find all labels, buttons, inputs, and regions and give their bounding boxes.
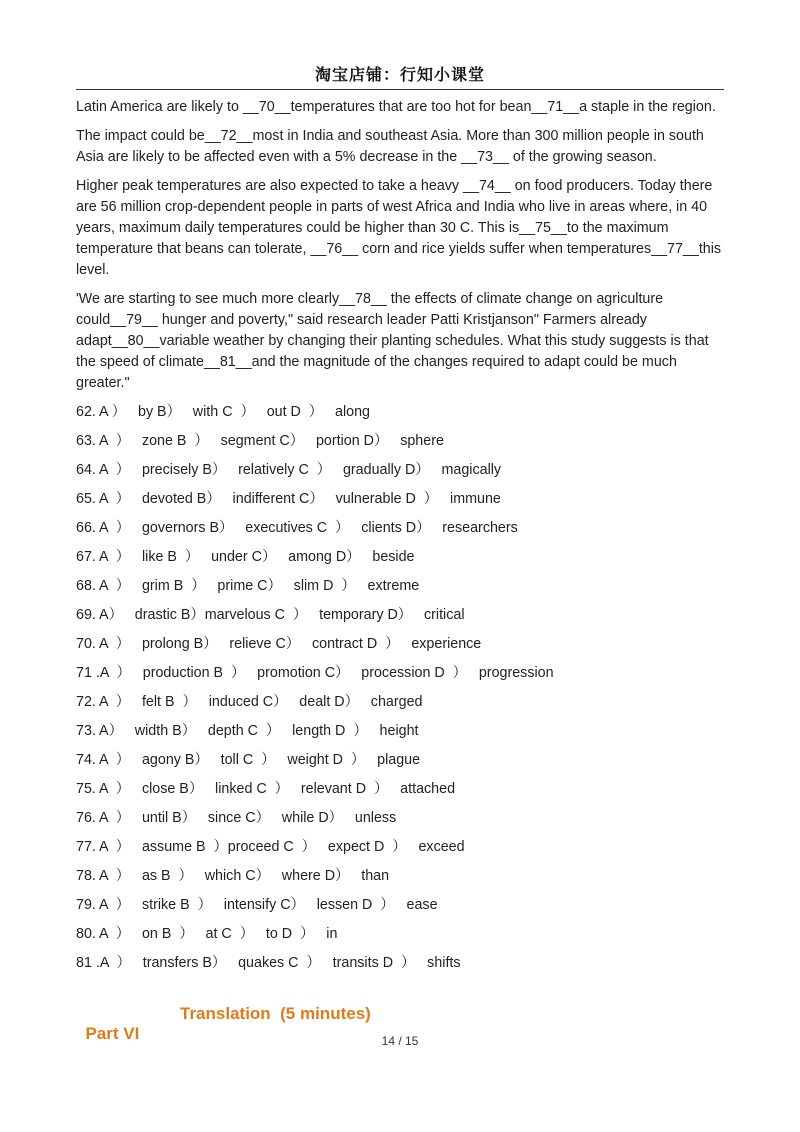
option-row-65: 65. A ） devoted B） indifferent C） vulnerable D ） immune: [76, 491, 501, 507]
option-row-70: 70. A ） prolong B） relieve C） contract D ） experience: [76, 636, 482, 652]
option-row-80: 80. A ） on B ） at C ） to D ） in: [76, 926, 338, 942]
option-row-72: 72. A ） felt B ） induced C） dealt D） charged: [76, 694, 423, 710]
page-header-title: 淘宝店铺：行知小课堂: [314, 65, 485, 84]
paragraph: Higher peak temperatures are also expected to take a heavy __74__ on food producers. Today there are 56 million crop-dependent people in parts of west Africa and India who live in areas where, in 40 years, maximum daily temperatures could be higher than 30 C. This is__75__to the maximum temperature that beans can tolerate, __76__ corn and rice yields suffer when temperatures__77__this level.: [76, 178, 722, 278]
paragraph: Latin America are likely to __70__temperatures that are too hot for bean__71__a staple in the region.: [76, 99, 716, 115]
option-row-78: 78. A ） as B ） which C） where D） than: [76, 868, 390, 884]
section-title: Translation (5 minutes): [180, 1004, 371, 1023]
option-row-73: 73. A） width B） depth C ） length D ） height: [76, 723, 419, 739]
paragraph: The impact could be__72__most in India and southeast Asia. More than 300 million people in south Asia are likely to be affected even with a 5% decrease in the __73__ of the growing season.: [76, 128, 704, 165]
section-part-label: Part VI: [85, 1024, 140, 1043]
option-row-77: 77. A ） assume B ）proceed C ） expect D ） exceed: [76, 839, 465, 855]
option-row-66: 66. A ） governors B） executives C ） clients D） researchers: [76, 520, 518, 536]
option-row-74: 74. A ） agony B） toll C ） weight D ） plague: [76, 752, 421, 768]
header-divider: [76, 89, 724, 90]
option-row-76: 76. A ） until B） since C） while D） unless: [76, 810, 397, 826]
option-row-63: 63. A ） zone B ） segment C） portion D） sphere: [76, 433, 444, 449]
option-row-71: 71 .A ） production B ） promotion C） procession D ） progression: [76, 665, 554, 681]
document-body: [76, 97, 726, 982]
option-row-81: 81 .A ） transfers B） quakes C ） transits D ） shifts: [76, 955, 461, 971]
answer-options-list: [76, 402, 726, 982]
option-row-64: 64. A ） precisely B） relatively C ） gradually D） magically: [76, 462, 502, 478]
option-row-67: 67. A ） like B ） under C） among D） beside: [76, 549, 415, 565]
option-row-68: 68. A ） grim B ） prime C） slim D ） extreme: [76, 578, 420, 594]
option-row-62: 62. A ） by B） with C ） out D ） along: [76, 404, 370, 420]
page-number: 14 / 15: [381, 1034, 419, 1048]
option-row-75: 75. A ） close B） linked C ） relevant D ） attached: [76, 781, 456, 797]
option-row-69: 69. A） drastic B）marvelous C ） temporary D） critical: [76, 607, 465, 623]
option-row-79: 79. A ） strike B ） intensify C） lessen D ） ease: [76, 897, 438, 913]
paragraph: 'We are starting to see much more clearly__78__ the effects of climate change on agriculture could__79__ hunger and poverty," said research leader Patti Kristjanson" Farmers already adapt__80__variable weather by changing their planting schedules. What this study suggests is that the speed of climate__81__and the magnitude of the changes required to adapt could be much greater.": [76, 291, 709, 391]
